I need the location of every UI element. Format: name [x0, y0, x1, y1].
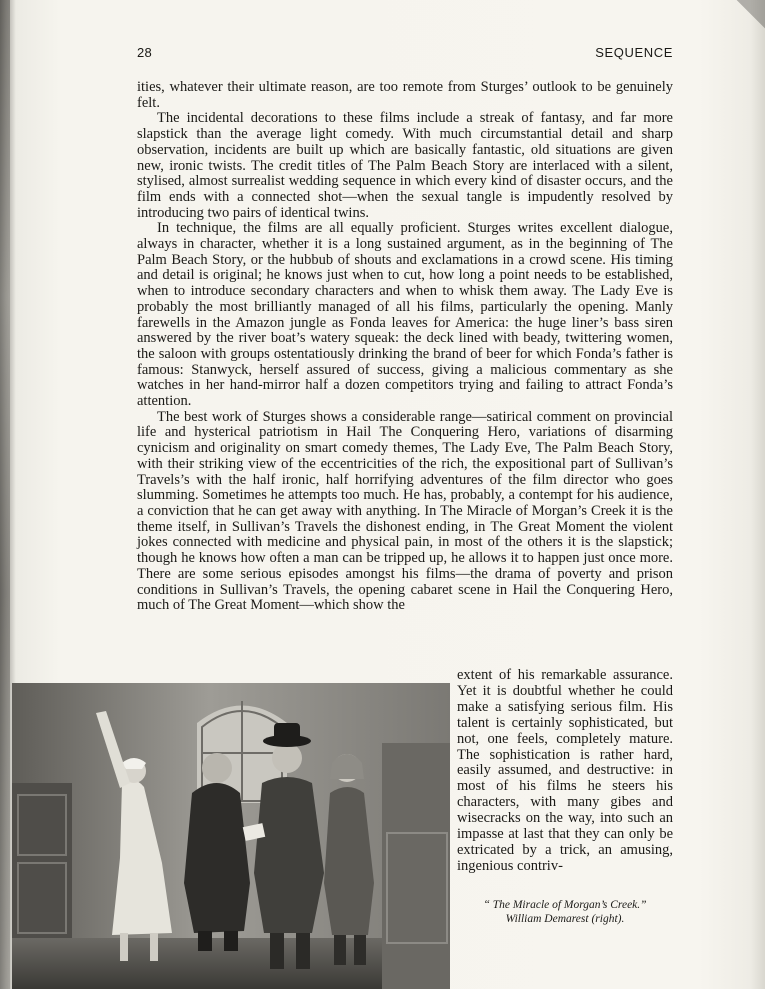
film-still-photo — [12, 683, 450, 989]
page-number: 28 — [137, 45, 153, 60]
caption-line: “ The Miracle of Morgan’s Creek.” — [483, 899, 647, 911]
article-paragraph: In technique, the films are all equally proficient. Sturges writes excellent dialogue, always in character, whether it is a long sustained argument, as in the beginning of The Palm Beach Story, or the hubbub of shouts and exclamations in a crowd scene. His timing and detail is original; he knows just when to cut, how long a point needs to be established, when to introduce secondary characters and when to whisk them away. The Lady Eve is probably the most brilliantly managed of all his films, particularly the opening. Manly farewells in the Amazon jungle as Fonda leaves for America: the huge liner’s bass siren answered by the river boat’s watery squeak: the deck lined with beady, twittering women, the saloon with groups ostentatiously drinking the brand of beer for which Fonda’s father is famous: Stanwyck, herself assured of success, giving a malicious commentary as she watches in her hand-mirror half a dozen competitors trying and failing to attract Fonda’s attention. — [137, 220, 673, 410]
book-spine-shadow — [0, 0, 10, 989]
photo-caption — [457, 898, 673, 926]
article-paragraph: The incidental decorations to these films include a streak of fantasy, and far more slapstick than the average light comedy. With much circumstantial detail and sharp observation, incidents are built up which are basically fantastic, old situations are given new, ironic twists. The credit titles of The Palm Beach Story are interlaced with a silent, stylised, almost surrealist wedding sequence in which every kind of disaster occurs, and the film ends with a connected shot—when the sexual tangle is impudently resolved by introducing two pairs of identical twins. — [137, 110, 673, 221]
article-paragraph: ities, whatever their ultimate reason, are too remote from Sturges’ outlook to be genuinely felt. — [137, 79, 673, 111]
running-head: SEQUENCE — [595, 45, 673, 60]
page-corner-shadow — [725, 0, 765, 30]
caption-line: William Demarest (right). — [505, 913, 625, 925]
film-still-image — [12, 683, 450, 989]
article-paragraph-wrapped: extent of his remarkable assurance. Yet it is doubtful whether he could make a satisfying serious film. His talent is certainly sophisticated, but not, one feels, completely mature. The sophistication is rather hard, easily assumed, and destructive: in most of his films he steers his characters, with many gibes and wisecracks on the way, into such an impasse at last that they can only be extricated by a trick, an amusing, ingenious contriv- — [457, 667, 673, 874]
article-paragraph: The best work of Sturges shows a considerable range—satirical comment on provincial life and hysterical patriotism in Hail The Conquering Hero, variations of disarming cynicism and originality on smart comedy themes, The Lady Eve, The Palm Beach Story, with their striking view of the eccentricities of the rich, the expositional part of Sullivan’s Travels’s with the half ironic, half horrifying adventures of the film director who goes slumming. Sometimes he attempts too much. He has, probably, a contempt for his audience, a conviction that he can get away with anything. In The Miracle of Morgan’s Creek it is the theme itself, in Sullivan’s Travels the dishonest ending, in The Great Moment the violent jokes connected with medicine and physical pain, in most of the others it is the slapstick; though he knows how often a man can be tripped up, he allows it to happen just once more. There are some serious episodes amongst his films—the drama of poverty and prison conditions in Sullivan’s Travels, the opening cabaret scene in Hail the Conquering Hero, much of The Great Moment—which show the — [137, 408, 673, 614]
article-body — [137, 80, 673, 614]
